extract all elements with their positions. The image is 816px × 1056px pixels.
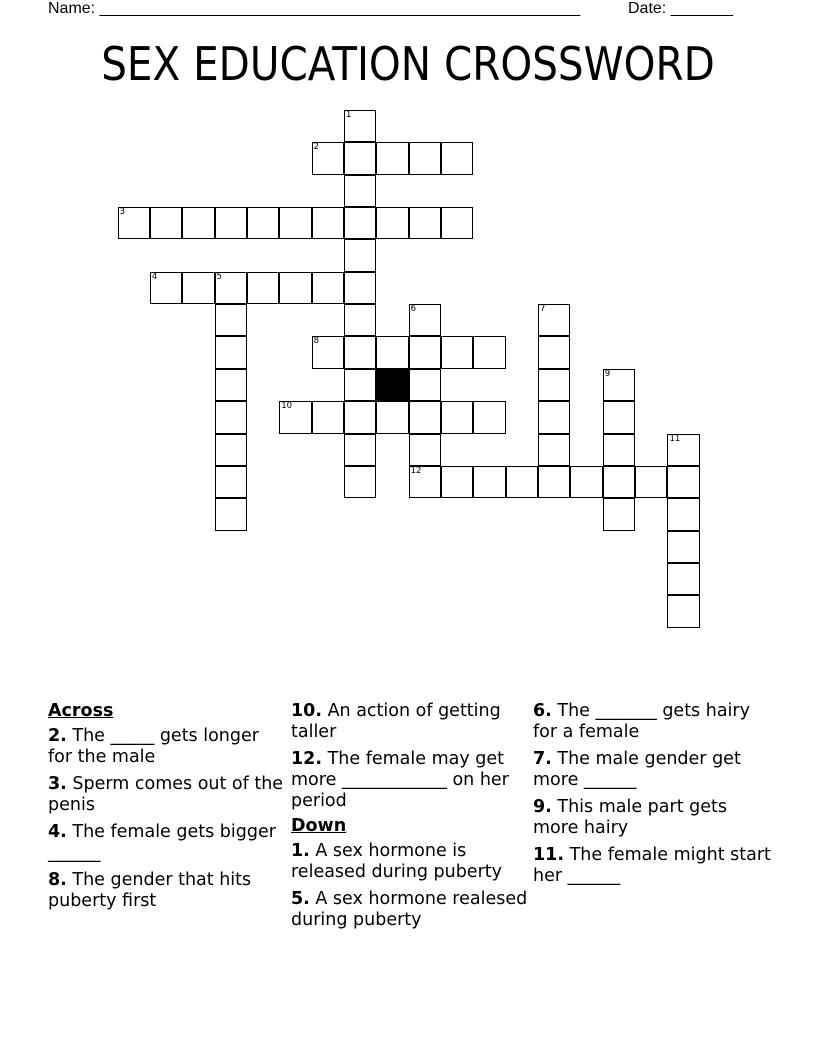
grid-cell[interactable]	[376, 142, 408, 174]
grid-cell[interactable]	[538, 434, 570, 466]
grid-cell[interactable]	[215, 207, 247, 239]
grid-cell[interactable]	[150, 272, 182, 304]
grid-cell[interactable]	[344, 175, 376, 207]
grid-cell[interactable]	[215, 466, 247, 498]
clue-item	[48, 726, 288, 768]
clue-number: 11.	[533, 845, 565, 865]
grid-cell[interactable]	[538, 304, 570, 336]
grid-cell[interactable]	[376, 207, 408, 239]
cell-number: 4	[151, 271, 158, 282]
clue-number: 8.	[48, 870, 67, 890]
clue-item	[533, 797, 773, 839]
grid-cell[interactable]	[603, 498, 635, 530]
grid-cell[interactable]	[506, 466, 538, 498]
grid-cell[interactable]	[312, 401, 344, 433]
grid-cell[interactable]	[667, 595, 699, 627]
grid-cell[interactable]	[215, 434, 247, 466]
grid-cell[interactable]	[603, 466, 635, 498]
grid-cell[interactable]	[376, 336, 408, 368]
grid-cell[interactable]	[409, 434, 441, 466]
cell-number: 6	[410, 304, 417, 315]
clue-text: The gender that hits puberty first	[48, 870, 252, 911]
grid-cell[interactable]	[376, 401, 408, 433]
grid-cell[interactable]	[538, 336, 570, 368]
across-clue-list-1	[48, 726, 288, 912]
down-clue-list-2	[533, 701, 773, 887]
grid-block	[376, 369, 408, 401]
clue-item	[48, 774, 288, 816]
grid-cell[interactable]	[215, 272, 247, 304]
grid-cell[interactable]	[570, 466, 602, 498]
grid-cell[interactable]	[312, 336, 344, 368]
clue-text: A sex hormone realesed during puberty	[291, 889, 528, 930]
cell-number: 11	[669, 433, 681, 444]
grid-cell[interactable]	[279, 401, 311, 433]
clue-item	[533, 845, 773, 887]
clue-item	[48, 870, 288, 912]
grid-cell[interactable]	[667, 466, 699, 498]
grid-cell[interactable]	[344, 401, 376, 433]
grid-cell[interactable]	[538, 369, 570, 401]
grid-cell[interactable]	[215, 401, 247, 433]
cell-number: 5	[216, 271, 222, 282]
clue-number: 6.	[533, 701, 552, 721]
grid-cell[interactable]	[344, 207, 376, 239]
grid-cell[interactable]	[215, 336, 247, 368]
grid-cell[interactable]	[409, 142, 441, 174]
grid-cell[interactable]	[279, 207, 311, 239]
clue-text: The _____ gets longer for the male	[48, 726, 259, 767]
grid-cell[interactable]	[344, 336, 376, 368]
grid-cell[interactable]	[215, 369, 247, 401]
page-title: SEX EDUCATION CROSSWORD	[101, 37, 715, 91]
grid-cell[interactable]	[473, 466, 505, 498]
clues-column-2	[291, 701, 531, 937]
grid-cell[interactable]	[409, 336, 441, 368]
clue-text: The _______ gets hairy for a female	[533, 701, 750, 742]
grid-cell[interactable]	[667, 563, 699, 595]
clue-number: 1.	[291, 841, 310, 861]
clue-text: A sex hormone is released during puberty	[291, 841, 502, 882]
grid-cell[interactable]	[344, 142, 376, 174]
grid-cell[interactable]	[603, 369, 635, 401]
grid-cell[interactable]	[409, 369, 441, 401]
cell-number: 1	[345, 110, 352, 120]
grid-cell[interactable]	[441, 336, 473, 368]
grid-cell[interactable]	[150, 207, 182, 239]
grid-cell[interactable]	[215, 498, 247, 530]
grid-cell[interactable]	[118, 207, 150, 239]
clues-column-1	[48, 701, 288, 918]
cell-number: 7	[540, 304, 546, 315]
clue-text: An action of getting taller	[291, 701, 501, 742]
grid-cell[interactable]	[441, 142, 473, 174]
grid-cell[interactable]	[409, 466, 441, 498]
grid-cell[interactable]	[538, 466, 570, 498]
grid-cell[interactable]	[409, 207, 441, 239]
grid-cell[interactable]	[473, 401, 505, 433]
clue-number: 9.	[533, 797, 552, 817]
clue-item	[533, 749, 773, 791]
grid-cell[interactable]	[344, 304, 376, 336]
grid-cell[interactable]	[473, 336, 505, 368]
grid-cell[interactable]	[247, 272, 279, 304]
cell-number: 10	[281, 401, 293, 412]
date-field-label[interactable]: Date: _______	[628, 0, 733, 17]
grid-cell[interactable]	[603, 401, 635, 433]
across-clue-list-2	[291, 701, 531, 812]
clue-text: The male gender get more ______	[533, 749, 741, 790]
grid-cell[interactable]	[409, 401, 441, 433]
grid-cell[interactable]	[441, 207, 473, 239]
grid-cell[interactable]	[279, 272, 311, 304]
clue-number: 5.	[291, 889, 310, 909]
grid-cell[interactable]	[182, 272, 214, 304]
clue-number: 4.	[48, 822, 67, 842]
clue-number: 10.	[291, 701, 323, 721]
clue-text: The female gets bigger ______	[48, 822, 276, 863]
grid-cell[interactable]	[344, 239, 376, 271]
grid-cell[interactable]	[667, 498, 699, 530]
clue-text: Sperm comes out of the penis	[48, 774, 284, 815]
cell-number: 8	[313, 336, 320, 347]
grid-cell[interactable]	[409, 304, 441, 336]
clue-item	[291, 749, 531, 812]
grid-cell[interactable]	[247, 207, 279, 239]
across-heading: Across	[48, 701, 114, 721]
grid-cell[interactable]	[344, 369, 376, 401]
grid-cell[interactable]	[603, 434, 635, 466]
down-heading: Down	[291, 816, 347, 836]
cell-number: 9	[604, 368, 611, 379]
clue-item	[291, 841, 531, 883]
grid-cell[interactable]	[182, 207, 214, 239]
grid-cell[interactable]	[344, 466, 376, 498]
clue-number: 2.	[48, 726, 67, 746]
grid-cell[interactable]	[215, 304, 247, 336]
clue-number: 3.	[48, 774, 67, 794]
grid-cell[interactable]	[667, 531, 699, 563]
clue-number: 7.	[533, 749, 552, 769]
cell-number: 12	[410, 465, 422, 476]
cell-number: 2	[313, 142, 320, 153]
grid-cell[interactable]	[441, 401, 473, 433]
clue-text: The female might start her ______	[533, 845, 771, 886]
grid-cell[interactable]	[344, 110, 376, 142]
clue-text: The female may get more ____________ on her period	[291, 749, 509, 811]
grid-cell[interactable]	[312, 142, 344, 174]
name-field-label[interactable]: Name: ______________________________________________________	[48, 0, 581, 17]
grid-cell[interactable]	[312, 207, 344, 239]
clue-item	[533, 701, 773, 743]
grid-cell[interactable]	[441, 466, 473, 498]
grid-cell[interactable]	[312, 272, 344, 304]
cell-number: 3	[119, 207, 125, 218]
grid-cell[interactable]	[538, 401, 570, 433]
grid-cell[interactable]	[667, 434, 699, 466]
clue-item	[291, 701, 531, 743]
clue-item	[291, 889, 531, 931]
grid-cell[interactable]	[635, 466, 667, 498]
clue-number: 12.	[291, 749, 323, 769]
grid-cell[interactable]	[344, 434, 376, 466]
clue-item	[48, 822, 288, 864]
grid-cell[interactable]	[344, 272, 376, 304]
clues-column-3	[533, 701, 773, 893]
down-clue-list-1	[291, 841, 531, 931]
clue-text: This male part gets more hairy	[533, 797, 727, 838]
